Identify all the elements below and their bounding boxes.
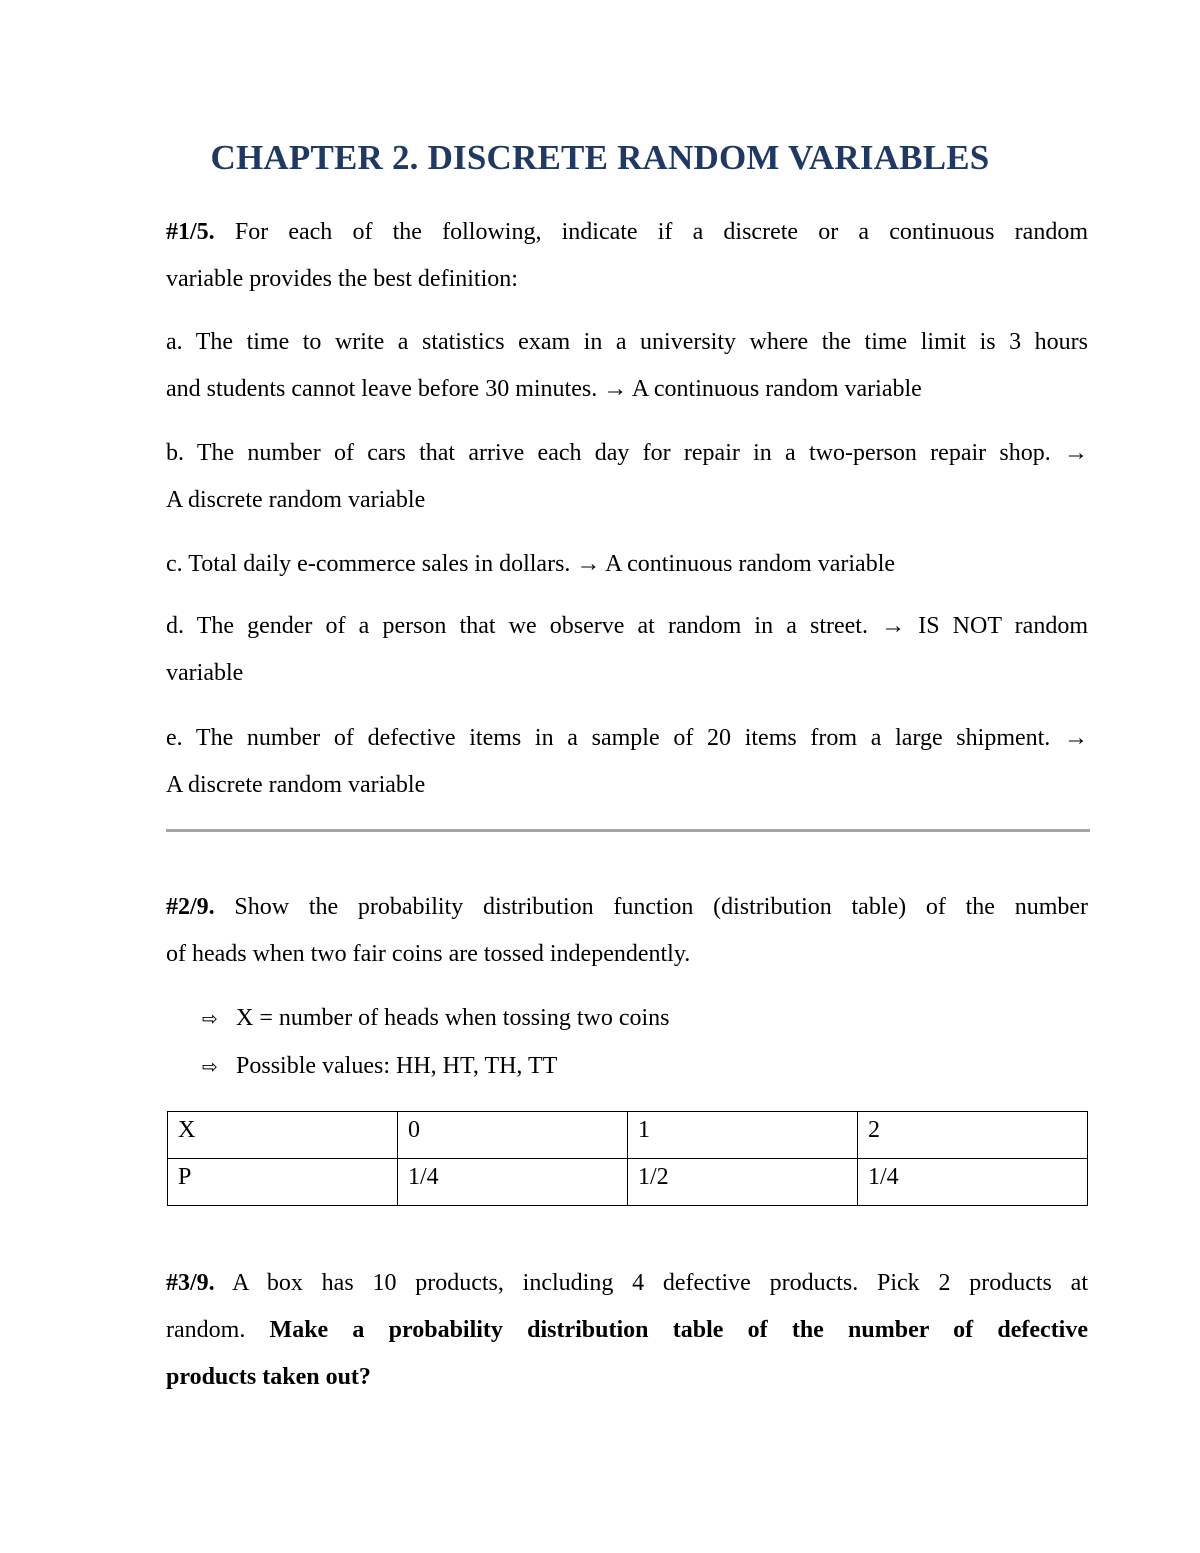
question-2-prompt: #2/9. Show the probability distribution function (distribution table) of the number of heads when two fair coins are tossed independently.: [166, 894, 1089, 967]
table-cell: 1/4: [397, 1159, 627, 1206]
table-cell: P: [168, 1159, 398, 1206]
table-cell: X: [168, 1112, 398, 1159]
table-cell: 1: [627, 1112, 857, 1159]
outlined-right-arrow-icon: ⇨: [202, 1056, 218, 1078]
bullet-item: ⇨ X = number of heads when tossing two coins: [202, 1003, 669, 1034]
answer-e: e. The number of defective items in a sample of 20 items from a large shipment. → A discrete random variable: [166, 725, 1088, 798]
answer-b: b. The number of cars that arrive each day for repair in a two-person repair shop. → A discrete random variable: [166, 440, 1088, 513]
table-cell: 0: [397, 1112, 627, 1159]
answer-c: c. Total daily e-commerce sales in dollars. → A continuous random variable: [166, 551, 896, 577]
distribution-table: [167, 1111, 1088, 1206]
question-1-number: #1/5.: [166, 219, 215, 245]
answer-d: d. The gender of a person that we observe at random in a street. → IS NOT random variable: [166, 613, 1088, 686]
outlined-right-arrow-icon: ⇨: [202, 1008, 218, 1030]
question-3-number: #3/9.: [166, 1270, 215, 1296]
bullet-item: ⇨ Possible values: HH, HT, TH, TT: [202, 1051, 557, 1082]
table-cell: 1/2: [627, 1159, 857, 1206]
question-3-prompt: #3/9. A box has 10 products, including 4 defective products. Pick 2 products at random. Make a probability distribution table of the number of defective products taken out?: [166, 1270, 1089, 1390]
table-cell: 1/4: [857, 1159, 1087, 1206]
question-2-number: #2/9.: [166, 894, 215, 920]
answer-a: a. The time to write a statistics exam in a university where the time limit is 3 hours and students cannot leave before 30 minutes. → A continuous random variable: [166, 329, 1088, 402]
chapter-title: CHAPTER 2. DISCRETE RANDOM VARIABLES: [210, 138, 990, 177]
table-row: [168, 1112, 1088, 1159]
table-cell: 2: [857, 1112, 1087, 1159]
table-row: [168, 1159, 1088, 1206]
question-1-prompt: #1/5. For each of the following, indicate if a discrete or a continuous random variable provides the best definition:: [166, 219, 1088, 292]
section-divider: [166, 829, 1090, 832]
